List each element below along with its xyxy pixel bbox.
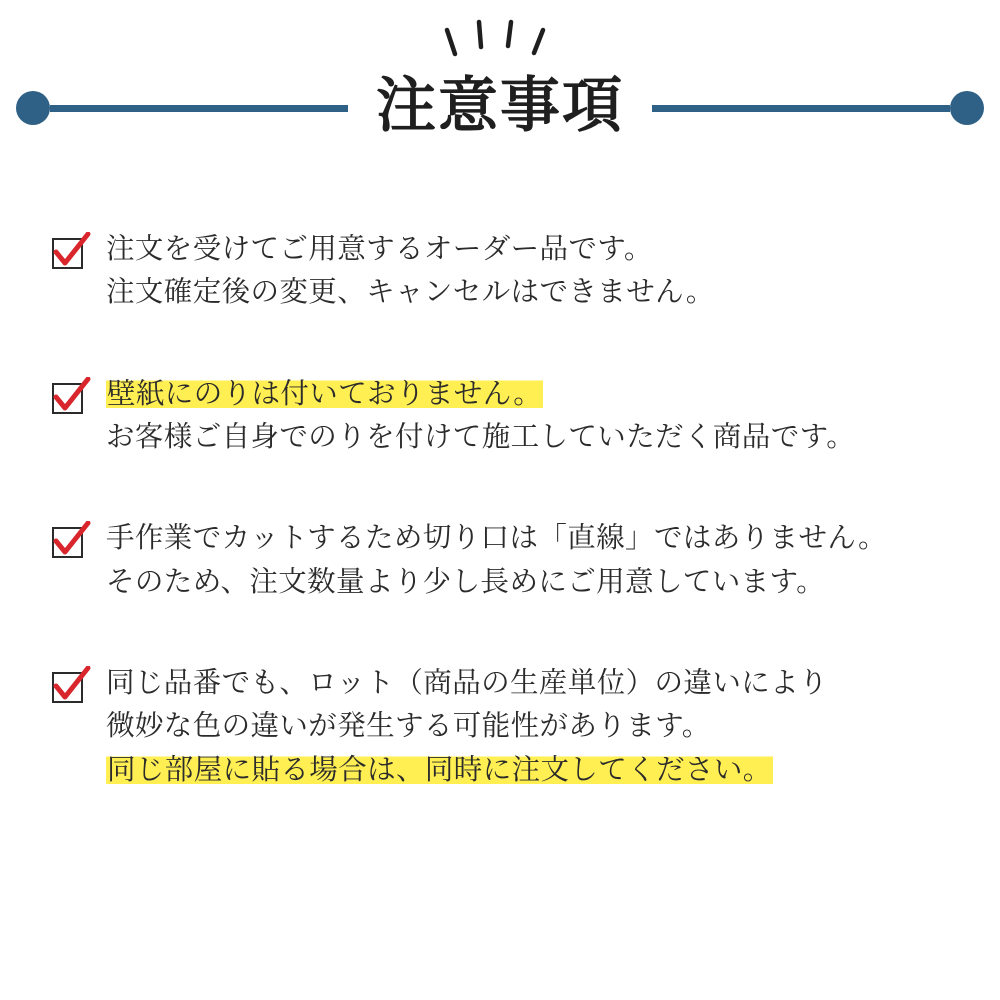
list-item xyxy=(0,517,1000,604)
note-line xyxy=(106,373,855,416)
note-line xyxy=(106,749,828,792)
title-row xyxy=(0,72,1000,139)
checkbox-checked-icon xyxy=(48,521,92,565)
divider-left xyxy=(50,105,348,112)
decorative-dot-right xyxy=(950,91,984,125)
note-line: 注文確定後の変更、キャンセルはできません。 xyxy=(106,276,715,309)
decorative-dot-left xyxy=(16,91,50,125)
sparkle-lines-icon xyxy=(0,14,1000,70)
checkbox-checked-icon xyxy=(48,666,92,710)
note-line: そのため、注文数量より少し長めにご用意しています。 xyxy=(106,565,826,598)
note-line: 注文を受けてご用意するオーダー品です。 xyxy=(106,233,653,265)
note-line: 微妙な色の違いが発生する可能性があります。 xyxy=(106,710,711,743)
note-line: 同じ品番でも、ロット（商品の生産単位）の違いにより xyxy=(106,666,828,699)
note-text-block xyxy=(106,228,715,315)
highlighted-text: 同じ部屋に貼る場合は、同時に注文してください。 xyxy=(107,753,772,786)
list-item xyxy=(0,662,1000,792)
note-line: お客様ご自身でのりを付けて施工していただく商品です。 xyxy=(106,420,856,453)
list-item xyxy=(0,228,1000,315)
note-text-block xyxy=(106,662,828,792)
notes-list xyxy=(0,228,1000,850)
note-line: 手作業でカットするため切り口は「直線」ではありません。 xyxy=(106,522,887,555)
note-text-block xyxy=(106,373,855,460)
page-title: 注意事項 xyxy=(376,72,624,139)
page-header xyxy=(0,0,1000,200)
divider-right xyxy=(652,105,950,112)
note-text-block xyxy=(106,517,887,604)
checkbox-checked-icon xyxy=(48,377,92,421)
checkbox-checked-icon xyxy=(48,232,92,276)
list-item xyxy=(0,373,1000,460)
highlighted-text: 壁紙にのりは付いておりません。 xyxy=(107,377,543,410)
